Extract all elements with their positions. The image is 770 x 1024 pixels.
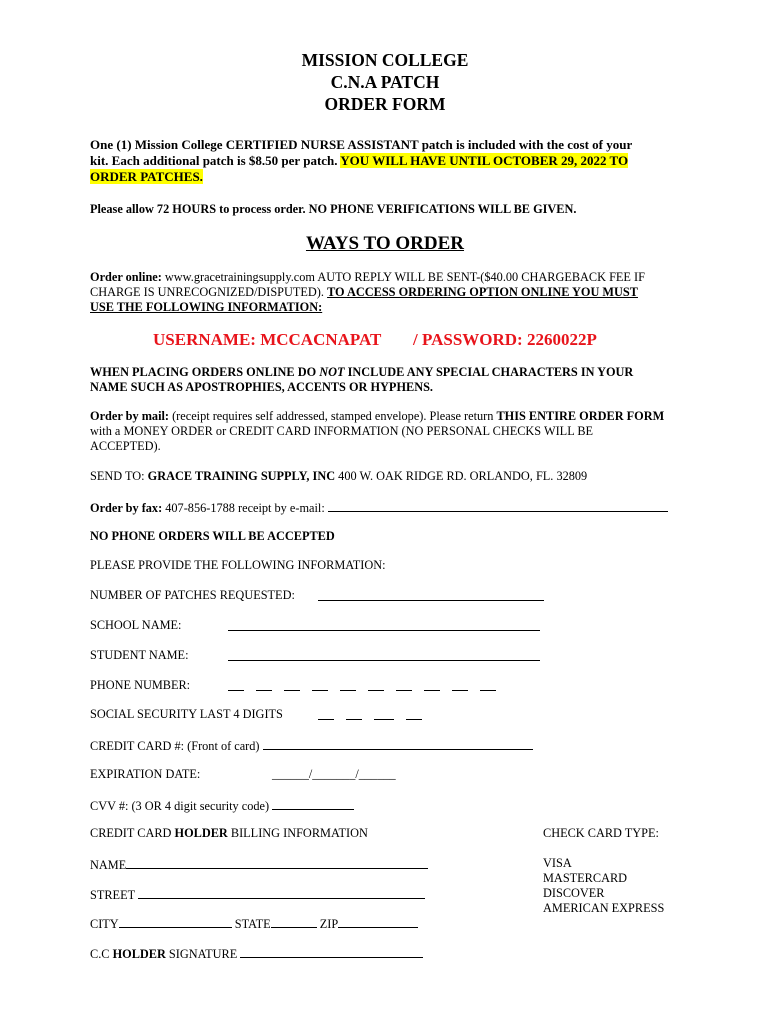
deadline-highlight-cont: ORDER PATCHES.	[90, 169, 203, 184]
student-blank[interactable]	[228, 648, 540, 661]
signature-blank[interactable]	[240, 945, 423, 958]
online-line-1: Order online: www.gracetrainingsupply.com AUTO REPLY WILL BE SENT-($40.00 CHARGEBACK FEE IF	[90, 270, 645, 284]
student-label: STUDENT NAME:	[90, 648, 189, 662]
processing-note: Please allow 72 HOURS to process order. NO PHONE VERIFICATIONS WILL BE GIVEN.	[90, 202, 577, 216]
billing-heading: CREDIT CARD HOLDER BILLING INFORMATION	[90, 826, 368, 840]
zip-blank[interactable]	[338, 915, 418, 928]
card-option-mastercard[interactable]: MASTERCARD	[543, 871, 628, 885]
street-blank[interactable]	[138, 886, 425, 899]
fax-line: Order by fax: 407-856-1788 receipt by e-mail:	[90, 499, 668, 517]
ssn-label: SOCIAL SECURITY LAST 4 DIGITS	[90, 707, 283, 721]
mail-line-1: Order by mail: (receipt requires self addressed, stamped envelope). Please return THIS ENTIRE ORDER FORM	[90, 409, 665, 423]
online-line-3: USE THE FOLLOWING INFORMATION:	[90, 300, 323, 314]
exp-label: EXPIRATION DATE:	[90, 767, 201, 781]
special-chars-line-1: WHEN PLACING ORDERS ONLINE DO NOT INCLUDE ANY SPECIAL CHARACTERS IN YOUR	[90, 365, 634, 379]
card-option-visa[interactable]: VISA	[543, 856, 572, 870]
username: USERNAME: MCCACNAPAT	[153, 330, 382, 349]
phone-digit-blanks[interactable]	[228, 678, 496, 694]
deadline-highlight: YOU WILL HAVE UNTIL OCTOBER 29, 2022 TO	[340, 153, 629, 168]
cvv-line: CVV #: (3 OR 4 digit security code)	[90, 797, 354, 815]
password: / PASSWORD: 2260022P	[413, 330, 597, 349]
online-line-2: CHARGE IS UNRECOGNIZED/DISPUTED). TO ACCESS ORDERING OPTION ONLINE YOU MUST	[90, 285, 638, 299]
name-blank[interactable]	[126, 856, 428, 869]
mail-line-3: ACCEPTED).	[90, 439, 161, 453]
send-to: SEND TO: GRACE TRAINING SUPPLY, INC 400 W. OAK RIDGE RD. ORLANDO, FL. 32809	[90, 469, 588, 483]
ssn-digit-blanks[interactable]	[318, 707, 422, 723]
phone-label: PHONE NUMBER:	[90, 678, 191, 692]
city-blank[interactable]	[119, 915, 232, 928]
intro-line-3	[90, 169, 203, 185]
street-line: STREET	[90, 886, 425, 904]
form-title-line-2: C.N.A PATCH	[330, 72, 440, 92]
cc-blank[interactable]	[263, 737, 533, 750]
cc-line: CREDIT CARD #: (Front of card)	[90, 737, 533, 755]
card-option-discover[interactable]: DISCOVER	[543, 886, 605, 900]
exp-blank[interactable]: ______/_______/______	[272, 767, 396, 781]
provide-info: PLEASE PROVIDE THE FOLLOWING INFORMATION:	[90, 558, 386, 572]
city-line: CITY STATE ZIP	[90, 915, 418, 933]
card-option-amex[interactable]: AMERICAN EXPRESS	[543, 901, 665, 915]
patches-label: NUMBER OF PATCHES REQUESTED:	[90, 588, 295, 602]
intro-line-1: One (1) Mission College CERTIFIED NURSE ASSISTANT patch is included with the cost of your	[90, 137, 633, 152]
form-title-line-3: ORDER FORM	[324, 94, 446, 114]
no-phone-orders: NO PHONE ORDERS WILL BE ACCEPTED	[90, 529, 335, 543]
intro-line-2: kit. Each additional patch is $8.50 per patch. YOU WILL HAVE UNTIL OCTOBER 29, 2022 TO	[90, 153, 629, 168]
email-blank[interactable]	[328, 499, 668, 512]
mail-line-2: with a MONEY ORDER or CREDIT CARD INFORMATION (NO PERSONAL CHECKS WILL BE	[90, 424, 594, 438]
special-chars-line-2: NAME SUCH AS APOSTROPHIES, ACCENTS OR HYPHENS.	[90, 380, 434, 394]
patches-blank[interactable]	[318, 588, 544, 601]
school-label: SCHOOL NAME:	[90, 618, 182, 632]
card-type-label: CHECK CARD TYPE:	[543, 826, 659, 840]
ways-to-order-heading: WAYS TO ORDER	[305, 233, 465, 254]
signature-line: C.C HOLDER SIGNATURE	[90, 945, 423, 963]
school-blank[interactable]	[228, 618, 540, 631]
cvv-blank[interactable]	[272, 797, 354, 810]
form-title-line-1: MISSION COLLEGE	[301, 50, 469, 70]
state-blank[interactable]	[271, 915, 317, 928]
name-line: NAME	[90, 856, 428, 874]
